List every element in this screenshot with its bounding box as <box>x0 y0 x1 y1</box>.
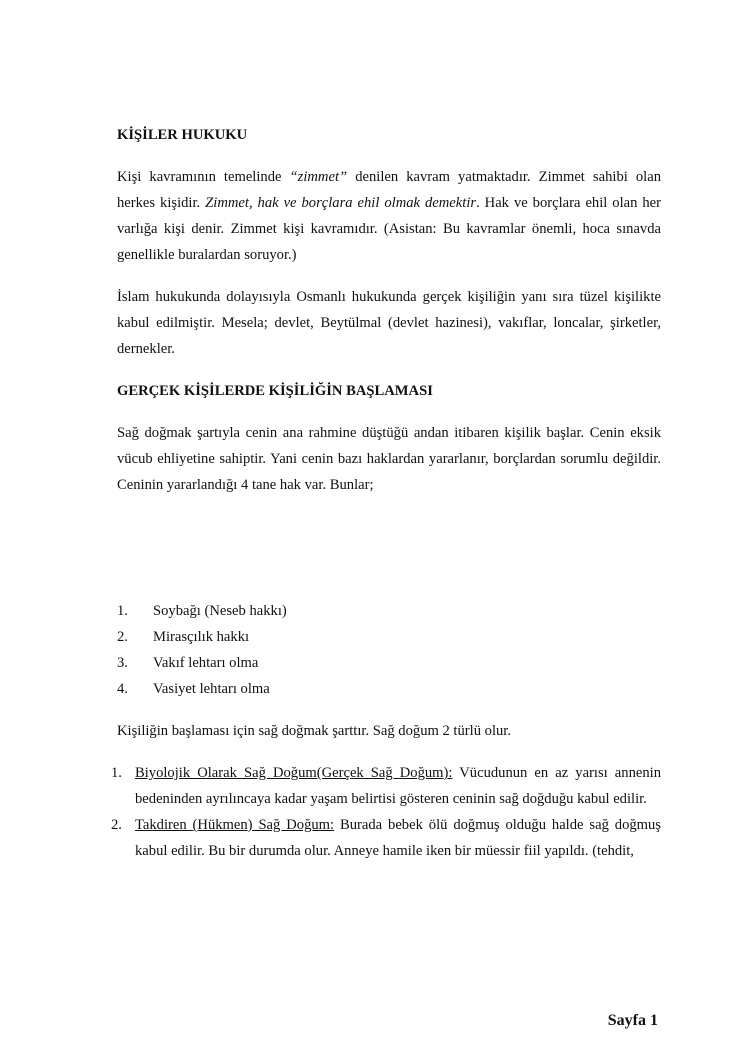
list-text: Soybağı (Neseb hakkı) <box>153 603 287 619</box>
paragraph-zimmet <box>117 164 661 268</box>
list-text: Vücudunun en az yarısı annenin bedeninden ayrılıncaya kadar yaşam belirtisi gösteren ceninin sağ doğduğu kabul edilir. <box>135 765 661 807</box>
list-text: Mirasçılık hakkı <box>153 629 250 645</box>
list-number: 2. <box>117 629 128 645</box>
rights-list <box>117 598 661 702</box>
text-run-italic: “zimmet” <box>289 169 348 185</box>
heading-kisiler-hukuku: KİŞİLER HUKUKU <box>117 127 248 143</box>
list-number: 3. <box>117 655 128 671</box>
list-item <box>117 624 661 650</box>
paragraph-cenin: Sağ doğmak şartıyla cenin ana rahmine düştüğü andan itibaren kişilik başlar. Cenin eksik vücub ehliyetine sahiptir. Yani cenin bazı haklardan yararlanır, borçlardan sorumlu değildir. Ceninin yararlandığı 4 tane hak var. Bunlar; <box>117 425 661 493</box>
text-run: denilen kavram yatmaktadır. Zimmet sahibi olan herkes kişidir. <box>117 169 661 211</box>
list-item <box>111 760 661 812</box>
list-number: 1. <box>111 765 122 781</box>
list-number: 4. <box>117 681 128 697</box>
list-text: Vasiyet lehtarı olma <box>153 681 270 697</box>
list-item <box>117 650 661 676</box>
heading-kisiligin-baslamasi: GERÇEK KİŞİLERDE KİŞİLİĞİN BAŞLAMASI <box>117 383 433 399</box>
page-number: Sayfa 1 <box>607 1012 658 1029</box>
list-text: Burada bebek ölü doğmuş olduğu halde sağ doğmuş kabul edilir. Bu bir durumda olur. Anneye hamile iken bir müessir fiil yapıldı. (tehdit, <box>135 817 661 859</box>
list-item <box>111 812 661 864</box>
list-number: 1. <box>117 603 128 619</box>
list-item <box>117 676 661 702</box>
list-item-title: Biyolojik Olarak Sağ Doğum(Gerçek Sağ Doğum): <box>135 765 453 781</box>
text-run-italic: Zimmet, hak ve borçlara ehil olmak demektir <box>205 195 477 211</box>
paragraph-sag-dogum: Kişiliğin başlaması için sağ doğmak şarttır. Sağ doğum 2 türlü olur. <box>117 723 511 739</box>
births-list <box>111 760 661 864</box>
document-body <box>111 122 662 864</box>
list-text: Vakıf lehtarı olma <box>153 655 259 671</box>
text-run: Kişi kavramının temelinde <box>117 169 290 185</box>
text-run: . Hak ve borçlara ehil olan her varlığa kişi denir. Zimmet kişi kavramıdır. (Asistan: Bu kavramlar önemli, hoca sınavda genellikle buralardan soruyor.) <box>117 195 662 263</box>
list-item <box>117 598 661 624</box>
list-number: 2. <box>111 817 122 833</box>
paragraph-islam-hukuku: İslam hukukunda dolayısıyla Osmanlı hukukunda gerçek kişiliğin yanı sıra tüzel kişilikte kabul edilmiştir. Mesela; devlet, Beytülmal (devlet hazinesi), vakıflar, loncalar, şirketler, dernekler. <box>117 289 661 357</box>
list-item-title: Takdiren (Hükmen) Sağ Doğum: <box>135 817 335 833</box>
